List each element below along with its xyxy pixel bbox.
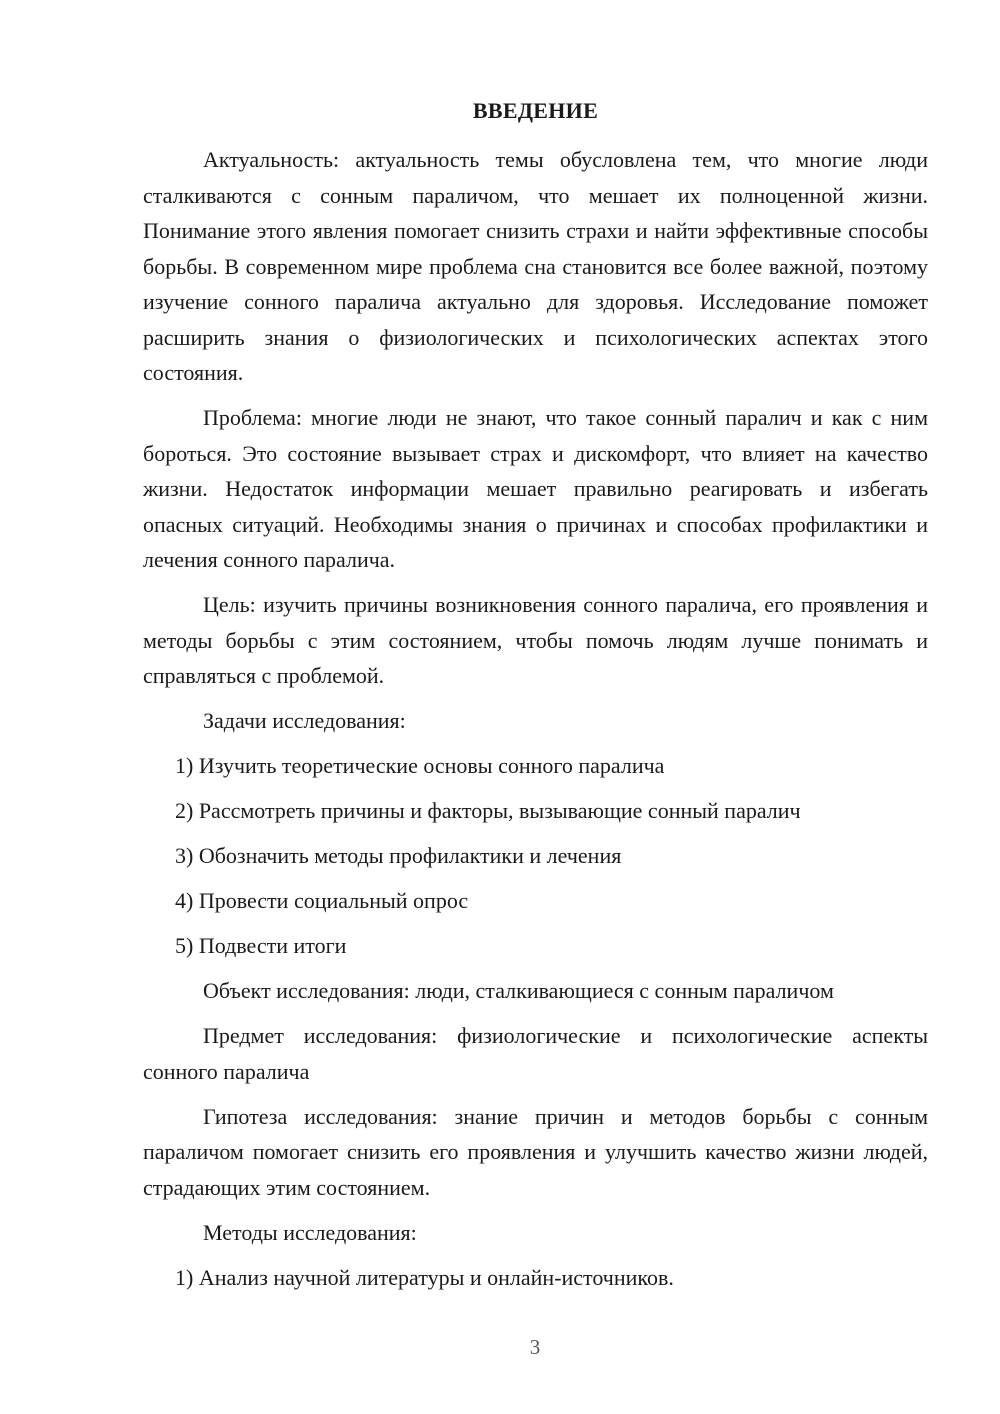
problem-paragraph: Проблема: многие люди не знают, что такое сонный паралич и как с ним бороться. Это состояние вызывает страх и дискомфорт, что влияет на качество жизни. Недостаток информации мешает правильно реагировать и избегать опасных ситуаций. Необходимы знания о причинах и способах профилактики и лечения сонного паралича.: [143, 405, 928, 572]
task-item-4: 4) Провести социальный опрос: [175, 888, 469, 913]
object-paragraph: Объект исследования: люди, сталкивающиеся с сонным параличом: [203, 978, 834, 1003]
methods-heading: Методы исследования:: [203, 1219, 417, 1245]
task-item-3: 3) Обозначить методы профилактики и лечения: [175, 843, 622, 868]
task-item-5: 5) Подвести итоги: [175, 933, 347, 958]
document-body: [143, 142, 928, 1305]
goal-paragraph: Цель: изучить причины возникновения сонного паралича, его проявления и методы борьбы с этим состоянием, чтобы помочь людям лучше понимать и справляться с проблемой.: [143, 592, 928, 688]
hypothesis-paragraph: Гипотеза исследования: знание причин и методов борьбы с сонным параличом помогает снизить его проявления и улучшить качество жизни людей, страдающих этим состоянием.: [143, 1103, 928, 1200]
relevance-paragraph: Актуальность: актуальность темы обусловлена тем, что многие люди сталкиваются с сонным параличом, что мешает их полноценной жизни. Понимание этого явления помогает снизить страхи и найти эффективные способы борьбы. В современном мире проблема сна становится все более важной, поэтому изучение сонного паралича актуально для здоровья. Исследование поможет расширить знания о физиологических и психологических аспектах этого состояния.: [143, 147, 928, 385]
task-item-1: 1) Изучить теоретические основы сонного паралича: [175, 753, 665, 778]
page-title: ВВЕДЕНИЕ: [472, 98, 599, 123]
task-item-2: 2) Рассмотреть причины и факторы, вызывающие сонный паралич: [175, 798, 801, 823]
page-number: 3: [529, 1335, 541, 1359]
method-item-1: 1) Анализ научной литературы и онлайн-источников.: [175, 1264, 674, 1290]
subject-paragraph: Предмет исследования: физиологические и психологические аспекты сонного паралича: [143, 1023, 928, 1084]
tasks-heading: Задачи исследования:: [203, 708, 406, 733]
